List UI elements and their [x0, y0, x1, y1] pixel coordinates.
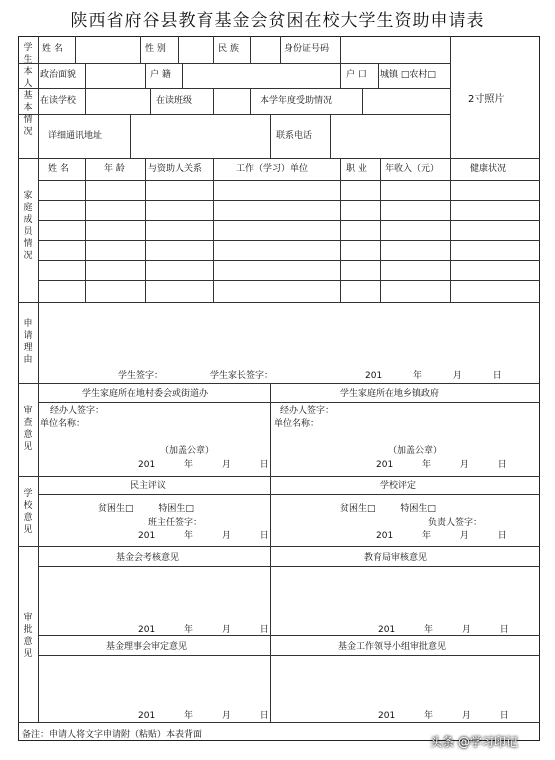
label-name: 姓 名: [42, 44, 63, 54]
approval-date-3: 201 年 月 日: [138, 711, 269, 721]
parent-sign: 学生家长签字：: [210, 371, 274, 381]
label-gender: 性 别: [145, 44, 166, 54]
label-political: 政治面貌: [40, 70, 77, 80]
student-sign: 学生签字：: [118, 371, 164, 381]
section-approval: 审批意见: [23, 613, 33, 659]
family-header: 姓 名: [48, 164, 69, 174]
section-review: 审查意见: [23, 406, 33, 452]
label-id-number: 身份证号码: [284, 44, 330, 54]
form-title: 陕西省府谷县教育基金会贫困在校大学生资助申请表: [70, 11, 485, 31]
label-class: 在读班级: [156, 96, 193, 106]
review-right-unit: 单位名称：: [274, 419, 320, 429]
watermark: 头条 @学习印记: [430, 735, 518, 749]
label-hukou: 户 口: [346, 70, 367, 80]
review-left-date: 201 年 月 日: [138, 460, 269, 470]
family-header: 工作（学习）单位: [236, 164, 309, 174]
footnote: 备注：申请人将文字申请附（粘贴）本表背面: [22, 730, 203, 740]
approval-date-2: 201 年 月 日: [378, 625, 509, 635]
school-left-options[interactable]: 贫困生□ 特困生□: [98, 504, 194, 514]
section-personal: 学生本人基本情况: [23, 43, 33, 137]
review-left-handler: 经办人签字：: [50, 406, 105, 416]
section-reason: 申请理由: [23, 319, 33, 365]
school-right-options[interactable]: 贫困生□ 特困生□: [340, 504, 436, 514]
label-huji: 户 籍: [150, 70, 171, 80]
review-left-title: 学生家庭所在地村委会或街道办: [82, 389, 209, 399]
label-school: 在读学校: [40, 96, 77, 106]
approval-group: 基金工作领导小组审批意见: [338, 642, 447, 652]
review-right-date: 201 年 月 日: [376, 460, 507, 470]
section-family: 家庭成员情况: [23, 191, 33, 261]
school-right-date: 201 年 月 日: [376, 531, 507, 541]
review-right-title: 学生家庭所在地乡镇政府: [340, 389, 440, 399]
approval-edu-review: 教育局审核意见: [364, 553, 428, 563]
section-school: 学校意见: [23, 489, 33, 535]
reason-date: 201 年 月 日: [365, 371, 502, 381]
review-right-handler: 经办人签字：: [280, 406, 335, 416]
label-aid-this-year: 本学年度受助情况: [260, 96, 333, 106]
label-address: 详细通讯地址: [48, 131, 103, 141]
label-phone: 联系电话: [276, 131, 313, 141]
family-header: 与资助人关系: [148, 164, 203, 174]
school-left-date: 201 年 月 日: [138, 531, 269, 541]
family-header: 年收入（元）: [385, 164, 440, 174]
family-header: 健康状况: [470, 164, 507, 174]
approval-fund-review: 基金会考核意见: [116, 553, 180, 563]
photo-placeholder: 2寸照片: [468, 94, 505, 105]
review-left-unit: 单位名称：: [40, 419, 86, 429]
label-ethnicity: 民 族: [218, 44, 239, 54]
review-left-seal: （加盖公章）: [160, 446, 215, 456]
school-teacher-sign: 班主任签字：: [148, 518, 203, 528]
approval-date-1: 201 年 月 日: [138, 625, 269, 635]
family-header: 职 业: [346, 164, 367, 174]
review-right-seal: （加盖公章）: [388, 446, 443, 456]
school-leader-sign: 负责人签字：: [428, 518, 483, 528]
family-header: 年 龄: [104, 164, 125, 174]
hukou-options[interactable]: 城镇 □农村□: [380, 70, 436, 80]
school-left-title: 民主评议: [130, 481, 167, 491]
school-right-title: 学校评定: [380, 481, 417, 491]
approval-date-4: 201 年 月 日: [378, 711, 509, 721]
approval-board: 基金理事会审定意见: [106, 642, 188, 652]
